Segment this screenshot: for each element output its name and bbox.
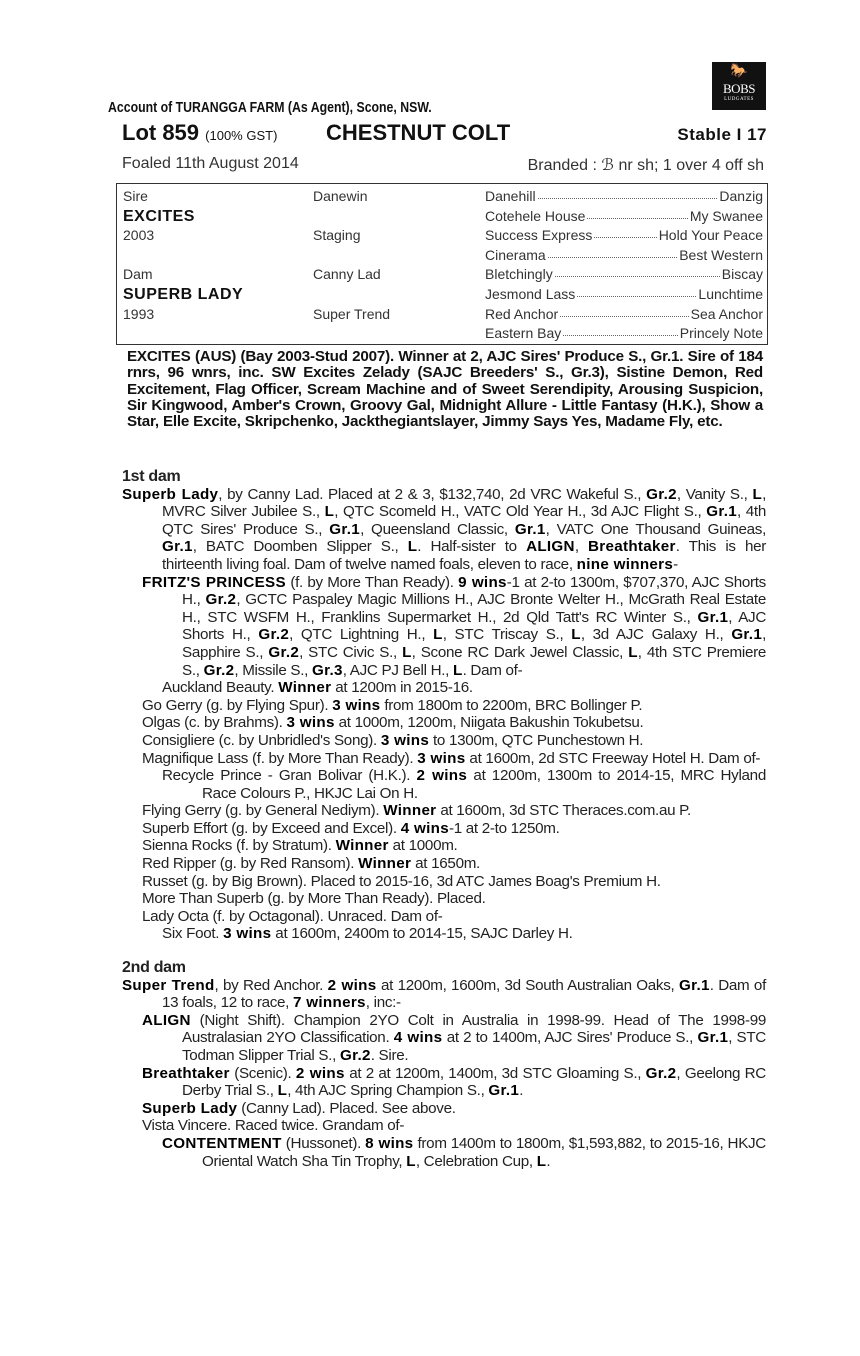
- entry-text: at 2 at 1200m, 1400m, 3d STC Gloaming S.,: [344, 1064, 646, 1082]
- bold-text: 2 wins: [327, 976, 377, 994]
- ancestor-sire: Success Express: [485, 227, 593, 244]
- pedigree-row: [123, 266, 763, 286]
- entry-text: at 1600m, 2400m to 2014-15, SAJC Darley H.: [271, 925, 573, 943]
- ancestor-dam-sire: My Swanee: [689, 207, 763, 224]
- entry-text: (Scenic).: [229, 1064, 296, 1082]
- bold-text: ALIGN: [142, 1011, 191, 1029]
- entry-text: Magnifique Lass (f. by More Than Ready).: [142, 749, 418, 767]
- pedigree-col2: Danewin: [313, 188, 368, 204]
- bold-text: Winner: [358, 855, 412, 873]
- pedigree-entry: [142, 872, 766, 891]
- bold-text: L: [324, 503, 335, 521]
- bold-text: 2 wins: [295, 1064, 345, 1082]
- section-heading: 2nd dam: [122, 959, 186, 977]
- pedigree-entry: [122, 485, 766, 574]
- entry-text: Auckland Beauty.: [162, 679, 279, 697]
- bold-text: 2 wins: [416, 767, 468, 785]
- pedigree-row: [123, 325, 763, 345]
- entry-text: . This is her thirteenth living foal. Dam of twelve named foals, eleven to race,: [162, 538, 766, 573]
- ancestor-sire: Jesmond Lass: [485, 286, 576, 302]
- logo-text: BOBS: [723, 81, 755, 96]
- entry-text: at 1200m in 2015-16.: [331, 679, 473, 697]
- pedigree-entry: [162, 925, 766, 943]
- entry-text: from 1800m to 2200m, BRC Bollinger P.: [380, 696, 643, 714]
- ancestor-dam-sire: Hold Your Peace: [658, 227, 763, 244]
- branded-text: nr sh; 1 over 4 off sh: [618, 157, 764, 174]
- bold-text: Gr.2: [645, 1064, 677, 1082]
- gst-note: (100% GST): [205, 128, 278, 143]
- bold-text: FRITZ'S PRINCESS: [142, 573, 286, 591]
- pedigree-entry: [142, 1011, 766, 1065]
- ancestor-dam-sire: Danzig: [719, 188, 763, 204]
- pedigree-row: [123, 286, 763, 306]
- bold-text: L: [536, 1152, 547, 1170]
- entry-text: . Half-sister to: [417, 538, 527, 556]
- entry-text: at 1600m, 3d STC Theraces.com.au P.: [436, 802, 691, 820]
- bold-text: L: [407, 538, 418, 556]
- entry-text: Consigliere (c. by Unbridled's Song).: [142, 731, 381, 749]
- entry-text: Red Ripper (g. by Red Ransom).: [142, 855, 359, 873]
- logo-subtext: LUDGATES: [724, 97, 754, 102]
- ancestor-dam-sire: Princely Note: [679, 325, 763, 342]
- bold-text: Gr.1: [731, 626, 763, 644]
- bold-text: 3 wins: [332, 696, 381, 714]
- brand-info: [528, 155, 764, 175]
- entry-text: , inc:-: [365, 994, 401, 1012]
- pedigree-col2: Super Trend: [313, 305, 391, 322]
- leader-dots: [560, 306, 688, 317]
- entry-text: at 1000m, 1200m, Niigata Bakushin Tokubetsu.: [334, 714, 644, 732]
- pedigree-entry: [142, 696, 766, 715]
- entry-text: , VATC One Thousand Guineas,: [545, 520, 766, 538]
- pedigree-col1: 1993: [123, 305, 155, 322]
- bold-text: L: [277, 1082, 288, 1100]
- pedigree-col1: EXCITES: [123, 207, 195, 225]
- entry-text: , Geelong RC Derby Trial S.,: [182, 1064, 766, 1100]
- entry-text: . Dam of 13 foals, 12 to race,: [162, 976, 766, 1012]
- bold-text: 4 wins: [400, 819, 449, 837]
- pedigree-entry: [162, 767, 766, 802]
- entry-text: to 1300m, QTC Punchestown H.: [429, 731, 644, 749]
- pedigree-table: [116, 183, 768, 345]
- lot-label: Lot 859: [122, 120, 200, 145]
- entry-text: at 1650m.: [411, 855, 480, 873]
- entry-text: , QTC Lightning H.,: [289, 626, 434, 644]
- ancestor-sire: Eastern Bay: [485, 325, 562, 342]
- bold-text: Breathtaker: [142, 1064, 230, 1082]
- pedigree-entry: [142, 1099, 766, 1118]
- entry-text: -1 at 2-to 1250m.: [448, 819, 560, 837]
- pedigree-col3: [485, 306, 763, 322]
- branded-label: Branded :: [527, 157, 597, 174]
- pedigree-entry: [162, 679, 766, 697]
- bold-text: 3 wins: [286, 714, 335, 732]
- lot-line: [122, 120, 767, 148]
- entry-text: , BATC Doomben Slipper S.,: [192, 538, 408, 556]
- bold-text: Superb Lady: [122, 485, 219, 503]
- bold-text: 3 wins: [417, 749, 466, 767]
- entry-text: , 3d AJC Galaxy H.,: [580, 626, 732, 644]
- pedigree-entry: [162, 1134, 766, 1170]
- bold-text: L: [402, 643, 412, 661]
- pedigree-entry: [142, 731, 766, 750]
- pedigree-col1: Sire: [123, 188, 148, 204]
- entry-text: (Canny Lad). Placed. See above.: [237, 1099, 456, 1117]
- lot-number: [122, 120, 277, 146]
- leader-dots: [577, 286, 696, 297]
- entry-text: .: [546, 1152, 551, 1170]
- bold-text: Gr.1: [514, 520, 546, 538]
- leader-dots: [538, 188, 718, 199]
- entry-text: , STC Civic S.,: [299, 643, 403, 661]
- pedigree-row: [123, 247, 763, 267]
- ancestor-sire: Danehill: [485, 188, 536, 204]
- bold-text: nine winners: [576, 555, 674, 573]
- bold-text: Winner: [383, 802, 437, 820]
- entry-text: (f. by More Than Ready).: [285, 573, 459, 591]
- brand-symbol-icon: ℬ: [601, 157, 614, 174]
- bold-text: 3 wins: [223, 925, 272, 943]
- leader-dots: [563, 325, 677, 336]
- entry-text: at 1600m, 2d STC Freeway Hotel H. Dam of-: [465, 749, 761, 767]
- pedigree-entry: [142, 837, 766, 855]
- pedigree-notes: [122, 468, 766, 1170]
- entry-text: , Vanity S.,: [676, 485, 753, 503]
- vendor-account: Account of TURANGGA FARM (As Agent), Scone, NSW.: [108, 99, 432, 116]
- bold-text: Gr.1: [162, 538, 193, 556]
- bold-text: Gr.2: [268, 643, 300, 661]
- entry-text: ,: [574, 538, 588, 556]
- foaled-date: Foaled 11th August 2014: [122, 155, 299, 172]
- pedigree-entry: [142, 907, 766, 926]
- entry-text: at 1000m.: [388, 837, 458, 855]
- entry-text: Lady Octa (f. by Octagonal). Unraced. Dam of-: [142, 907, 443, 925]
- bold-text: 9 wins: [458, 573, 507, 591]
- horse-icon: 🐎: [730, 64, 748, 79]
- bold-text: L: [752, 485, 763, 503]
- pedigree-row: [123, 208, 763, 228]
- bold-text: Gr.1: [697, 608, 729, 626]
- bold-text: Gr.2: [205, 591, 237, 609]
- entry-text: , STC Todman Slipper Trial S.,: [182, 1029, 766, 1064]
- pedigree-entry: [142, 890, 766, 908]
- ancestor-dam-sire: Sea Anchor: [690, 305, 763, 322]
- entry-text: -1 at 2-to 1300m, $707,370, AJC Shorts H.,: [182, 573, 766, 609]
- pedigree-col3: [485, 208, 763, 224]
- entry-text: , by Canny Lad. Placed at 2 & 3, $132,740, 2d VRC Wakeful S.,: [218, 485, 647, 503]
- pedigree-entry: [142, 802, 766, 820]
- bold-text: 4 wins: [393, 1029, 443, 1047]
- entry-text: , STC Triscay S.,: [442, 626, 572, 644]
- bobs-logo: [712, 62, 766, 110]
- pedigree-row: [123, 188, 763, 208]
- bold-text: Gr.2: [203, 661, 235, 679]
- entry-text: Sienna Rocks (f. by Stratum).: [142, 837, 336, 855]
- bold-text: Gr.2: [339, 1047, 371, 1064]
- ancestor-sire: Cinerama: [485, 246, 546, 263]
- pedigree-entry: [142, 1064, 766, 1100]
- entry-text: Russet (g. by Big Brown). Placed to 2015-16, 3d ATC James Boag's Premium H.: [142, 872, 661, 890]
- bold-text: L: [406, 1152, 416, 1170]
- pedigree-col3: [485, 247, 763, 263]
- bold-text: Gr.1: [488, 1082, 520, 1100]
- bold-text: Winner: [278, 679, 332, 697]
- pedigree-col3: [485, 266, 763, 282]
- sire-summary: EXCITES (AUS) (Bay 2003-Stud 2007). Winner at 2, AJC Sires' Produce S., Gr.1. Sire of 184 rnrs, 96 wnrs, inc. SW Excites Zelady (SAJC Breeders' S., Gr.3), Sistine Demon, Red Excitement, Flag Officer, Scream Machine and of Sweet Serendipity, Arousing Suspicion, Sir Kingwood, Amber's Crown, Groovy Gal, Midnight Allure - Little Fantasy (H.K.), Show a Star, Elle Excite, Skripchenko, Jackthegiantslayer, Jimmy Says Yes, Madame Fly, etc.: [127, 348, 763, 431]
- pedigree-col2: Staging: [313, 227, 361, 244]
- entry-text: , QTC Scomeld H., VATC Old Year H., 3d AJC Flight S.,: [334, 503, 707, 521]
- bold-text: Winner: [335, 837, 389, 855]
- pedigree-entry: [142, 819, 766, 838]
- stable-number: Stable I 17: [677, 125, 767, 144]
- bold-text: Gr.1: [706, 503, 738, 521]
- entry-text: Olgas (c. by Brahms).: [142, 714, 287, 732]
- bold-text: Gr.1: [697, 1029, 729, 1047]
- bold-text: 7 winners: [293, 994, 366, 1012]
- pedigree-entry: [142, 714, 766, 732]
- bold-text: Super Trend: [122, 976, 215, 994]
- ancestor-dam-sire: Best Western: [679, 246, 763, 263]
- bold-text: Gr.1: [678, 976, 710, 994]
- entry-text: More Than Superb (g. by More Than Ready). Placed.: [142, 890, 486, 908]
- entry-text: , AJC PJ Bell H.,: [342, 661, 454, 679]
- bold-text: L: [453, 661, 463, 679]
- pedigree-col2: Canny Lad: [313, 266, 381, 283]
- pedigree-col3: [485, 286, 763, 302]
- pedigree-col3: [485, 188, 763, 204]
- entry-text: . Dam of-: [462, 661, 523, 679]
- entry-text: , by Red Anchor.: [214, 976, 328, 994]
- pedigree-col3: [485, 325, 763, 341]
- pedigree-col3: [485, 227, 763, 243]
- entry-text: Superb Effort (g. by Exceed and Excel).: [142, 819, 401, 837]
- entry-text: , 4th STC Premiere S.,: [182, 643, 767, 679]
- entry-text: , Celebration Cup,: [415, 1152, 537, 1170]
- entry-text: at 1200m, 1600m, 3d South Australian Oaks,: [376, 976, 679, 994]
- entry-text: , 4th AJC Spring Champion S.,: [287, 1082, 489, 1100]
- entry-text: .: [519, 1082, 524, 1100]
- entry-text: Go Gerry (g. by Flying Spur).: [142, 696, 333, 714]
- entry-text: , Sapphire S.,: [182, 626, 766, 661]
- bold-text: Gr.2: [258, 626, 290, 644]
- bold-text: CONTENTMENT: [162, 1134, 282, 1152]
- pedigree-col1: 2003: [123, 227, 155, 244]
- ancestor-dam-sire: Biscay: [721, 266, 763, 283]
- pedigree-entry: [142, 573, 767, 680]
- ancestor-sire: Cotehele House: [485, 207, 586, 224]
- bold-text: Gr.3: [312, 661, 343, 679]
- pedigree-col1: Dam: [123, 266, 153, 283]
- leader-dots: [587, 208, 687, 219]
- horse-description: CHESTNUT COLT: [326, 120, 511, 145]
- pedigree-col1: SUPERB LADY: [123, 286, 244, 303]
- bold-text: L: [571, 626, 581, 644]
- entry-text: -: [673, 555, 678, 573]
- entry-text: (Hussonet).: [281, 1134, 366, 1152]
- bold-text: Superb Lady: [142, 1099, 238, 1117]
- pedigree-entry: [142, 749, 766, 768]
- bold-text: L: [433, 626, 443, 644]
- pedigree-entry: [142, 1117, 766, 1135]
- entry-text: , Queensland Classic,: [360, 520, 515, 538]
- entry-text: from 1400m to 1800m, $1,593,882, to 2015-16, HKJC Oriental Watch Sha Tin Trophy,: [202, 1134, 766, 1170]
- entry-text: , 4th QTC Sires' Produce S.,: [162, 503, 766, 538]
- entry-text: Vista Vincere. Raced twice. Grandam of-: [142, 1117, 405, 1135]
- pedigree-entry: [122, 976, 766, 1012]
- entry-text: . Sire.: [370, 1047, 409, 1064]
- entry-text: Flying Gerry (g. by General Nediym).: [142, 802, 384, 820]
- entry-text: at 2 to 1400m, AJC Sires' Produce S.,: [442, 1029, 698, 1047]
- entry-text: , Scone RC Dark Jewel Classic,: [411, 643, 629, 661]
- bold-text: 8 wins: [365, 1134, 414, 1152]
- leader-dots: [594, 227, 656, 238]
- entry-text: (Night Shift). Champion 2YO Colt in Australia in 1998-99. Head of The 1998-99 Australasian 2YO Classification.: [182, 1011, 766, 1047]
- pedigree-row: [123, 227, 763, 247]
- bold-text: Gr.2: [646, 485, 677, 503]
- section-heading: 1st dam: [122, 468, 181, 485]
- leader-dots: [548, 247, 678, 258]
- entry-text: , GCTC Paspaley Magic Millions H., AJC Bronte Welter H., McGrath Real Estate H., STC WSFM H., Franklins Supermarket H., 2d Qld Tatt's RC Winter S.,: [182, 591, 766, 626]
- entry-text: , AJC Shorts H.,: [182, 608, 766, 644]
- pedigree-entry: [142, 855, 766, 873]
- bold-text: L: [628, 643, 638, 661]
- bold-text: ALIGN: [526, 538, 575, 556]
- entry-text: Recycle Prince - Gran Bolivar (H.K.).: [162, 767, 417, 785]
- entry-text: , Missile S.,: [234, 661, 313, 679]
- ancestor-sire: Bletchingly: [485, 266, 553, 283]
- leader-dots: [555, 266, 720, 277]
- bold-text: Breathtaker: [587, 538, 676, 556]
- entry-text: Six Foot.: [162, 925, 224, 943]
- bold-text: Gr.1: [329, 520, 361, 538]
- ancestor-dam-sire: Lunchtime: [698, 286, 763, 302]
- ancestor-sire: Red Anchor: [485, 305, 559, 322]
- entry-text: at 1200m, 1300m to 2014-15, MRC Hyland Race Colours P., HKJC Lai On H.: [202, 767, 766, 802]
- bold-text: 3 wins: [380, 731, 430, 749]
- entry-text: , MVRC Silver Jubilee S.,: [162, 485, 766, 521]
- pedigree-row: [123, 306, 763, 326]
